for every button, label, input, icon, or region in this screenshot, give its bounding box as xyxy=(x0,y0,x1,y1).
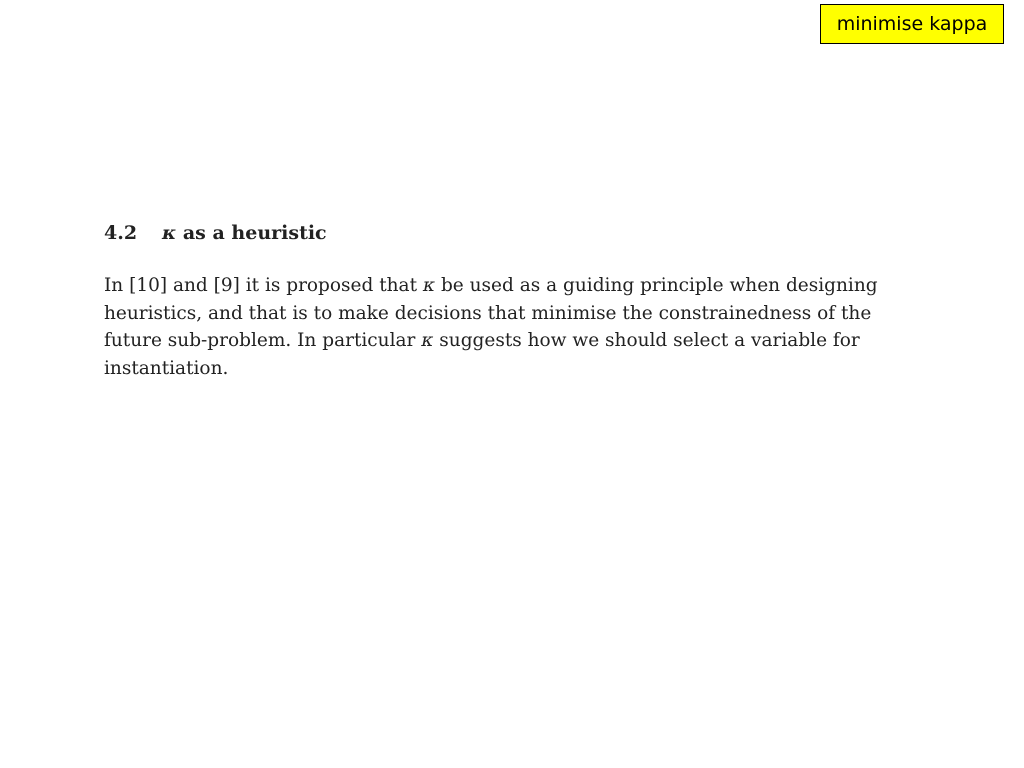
section-number: 4.2 xyxy=(104,222,138,244)
paragraph-line-4: instantiation. xyxy=(104,357,229,379)
paragraph-line-3-end: suggests how we should select a variable for xyxy=(439,330,860,351)
kappa-symbol: κ xyxy=(162,222,177,244)
paragraph-line-1 xyxy=(104,272,904,300)
kappa-symbol: κ xyxy=(421,330,434,351)
paragraph-line-1-start: In [10] and [9] it is proposed that xyxy=(104,275,418,296)
section-heading xyxy=(104,222,804,244)
paragraph-line-3 xyxy=(104,327,904,355)
paragraph-line-3-start: future sub-problem. In particular xyxy=(104,330,416,351)
annotation-label xyxy=(820,4,1004,44)
paragraph-line-2: heuristics, and that is to make decisions that minimise the constrainedness of the xyxy=(104,302,872,324)
section-title: as a heuristic xyxy=(182,222,327,244)
annotation-label-text: minimise kappa xyxy=(836,13,988,35)
body-paragraph xyxy=(104,272,904,382)
kappa-symbol: κ xyxy=(422,275,436,296)
paragraph-line-1-end: be used as a guiding principle when designing xyxy=(440,275,878,296)
